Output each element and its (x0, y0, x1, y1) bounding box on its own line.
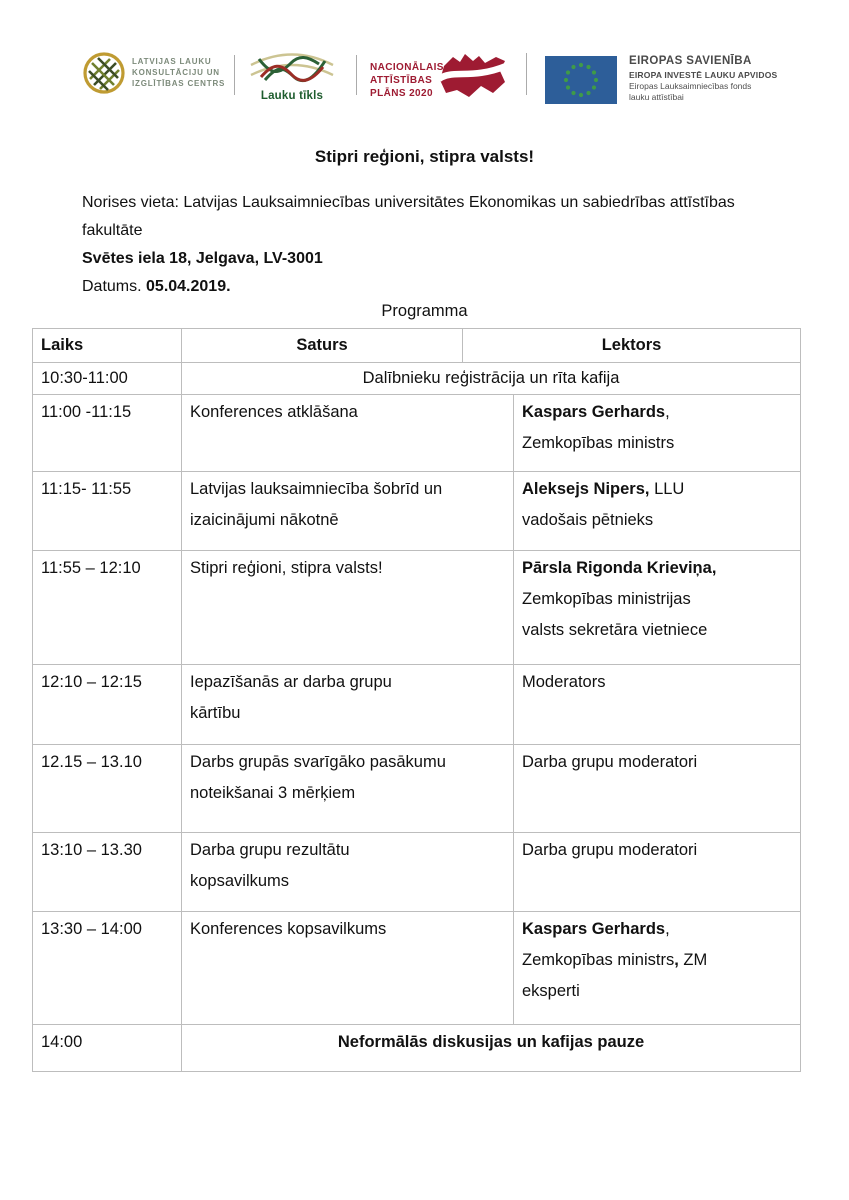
saturs-cell: Konferences kopsavilkums (182, 912, 514, 1025)
column-header-lektors: Lektors (463, 329, 801, 363)
logo-strip (0, 0, 849, 120)
logo-divider (526, 53, 527, 95)
page-title: Stipri reģioni, stipra valsts! (314, 147, 535, 166)
table-row (33, 912, 801, 1025)
table-row (33, 665, 801, 745)
time-cell: 13:30 – 14:00 (33, 912, 182, 1025)
saturs-cell: Latvijas lauksaimniecība šobrīd un izaicinājumi nākotnē (182, 472, 514, 551)
time-cell: 11:00 -11:15 (33, 395, 182, 472)
eu-fund-line2: lauku attīstībai (629, 91, 684, 102)
time-cell: 11:15- 11:55 (33, 472, 182, 551)
time-cell: 14:00 (33, 1025, 182, 1072)
program-table (32, 328, 801, 1072)
saturs-cell: Darba grupu rezultātu kopsavilkums (182, 833, 514, 912)
eu-fund-line: Eiropas Lauksaimniecības fonds (629, 81, 752, 91)
venue-text: Norises vieta: Latvijas Lauksaimniecības universitātes Ekonomikas un sabiedrības attīstības fakultāte (82, 194, 735, 239)
event-info (82, 189, 787, 301)
lektors-cell: Aleksejs Nipers, LLU vadošais pētnieks (514, 472, 801, 551)
nap-logo-text: NACIONĀLAIS ATTĪSTĪBAS PLĀNS 2020 (370, 62, 444, 99)
logo-divider (234, 55, 235, 95)
lauku-tikls-net-icon (249, 50, 335, 88)
lauku-tikls-logo (246, 50, 338, 102)
llkc-logo-icon (82, 51, 126, 95)
table-row (33, 363, 801, 395)
merged-activity-cell: Dalībnieku reģistrācija un rīta kafija (182, 363, 801, 395)
lektors-cell: Kaspars Gerhards, Zemkopības ministrs (514, 395, 801, 472)
lektors-cell: Moderators (514, 665, 801, 745)
time-cell: 13:10 – 13.30 (33, 833, 182, 912)
lauku-tikls-label: Lauku tīkls (260, 90, 324, 102)
table-row (33, 551, 801, 665)
table-row (33, 745, 801, 833)
time-cell: 11:55 – 12:10 (33, 551, 182, 665)
saturs-cell: Stipri reģioni, stipra valsts! (182, 551, 514, 665)
lektors-cell: Darba grupu moderatori (514, 833, 801, 912)
column-header-laiks: Laiks (33, 329, 182, 363)
eu-flag-icon (545, 56, 617, 104)
table-row (33, 833, 801, 912)
time-cell: 12.15 – 13.10 (33, 745, 182, 833)
table-row (33, 1025, 801, 1072)
lektors-cell: Darba grupu moderatori (514, 745, 801, 833)
merged-activity-cell: Neformālās diskusijas un kafijas pauze (182, 1025, 801, 1072)
logo-divider (356, 55, 357, 95)
eu-subtitle: EIROPA INVESTĒ LAUKU APVIDOS (629, 70, 778, 80)
saturs-cell: Iepazīšanās ar darba grupu kārtību (182, 665, 514, 745)
table-header-row (33, 329, 801, 363)
column-header-saturs: Saturs (182, 329, 463, 363)
llkc-logo-text: LATVIJAS LAUKU KONSULTĀCIJU UN IZGLĪTĪBAS CENTRS (132, 57, 226, 88)
table-row (33, 395, 801, 472)
lektors-cell: Kaspars Gerhards, Zemkopības ministrs, ZM eksperti (514, 912, 801, 1025)
date-label: Datums. (82, 278, 147, 295)
time-cell: 12:10 – 12:15 (33, 665, 182, 745)
date-value: 05.04.2019. (146, 278, 231, 295)
table-row (33, 472, 801, 551)
program-table-body (33, 363, 801, 1072)
address-text: Svētes iela 18, Jelgava, LV-3001 (82, 250, 323, 267)
time-cell: 10:30-11:00 (33, 363, 182, 395)
nap-ribbon-icon (438, 52, 508, 99)
eu-logo-text (629, 55, 777, 102)
saturs-cell: Konferences atklāšana (182, 395, 514, 472)
date-line (82, 273, 787, 301)
lektors-cell: Pārsla Rigonda Krieviņa, Zemkopības ministrijas valsts sekretāra vietniece (514, 551, 801, 665)
table-caption: Programma (381, 302, 468, 320)
saturs-cell: Darbs grupās svarīgāko pasākumu noteikšanai 3 mērķiem (182, 745, 514, 833)
eu-title: EIROPAS SAVIENĪBA (629, 55, 752, 67)
